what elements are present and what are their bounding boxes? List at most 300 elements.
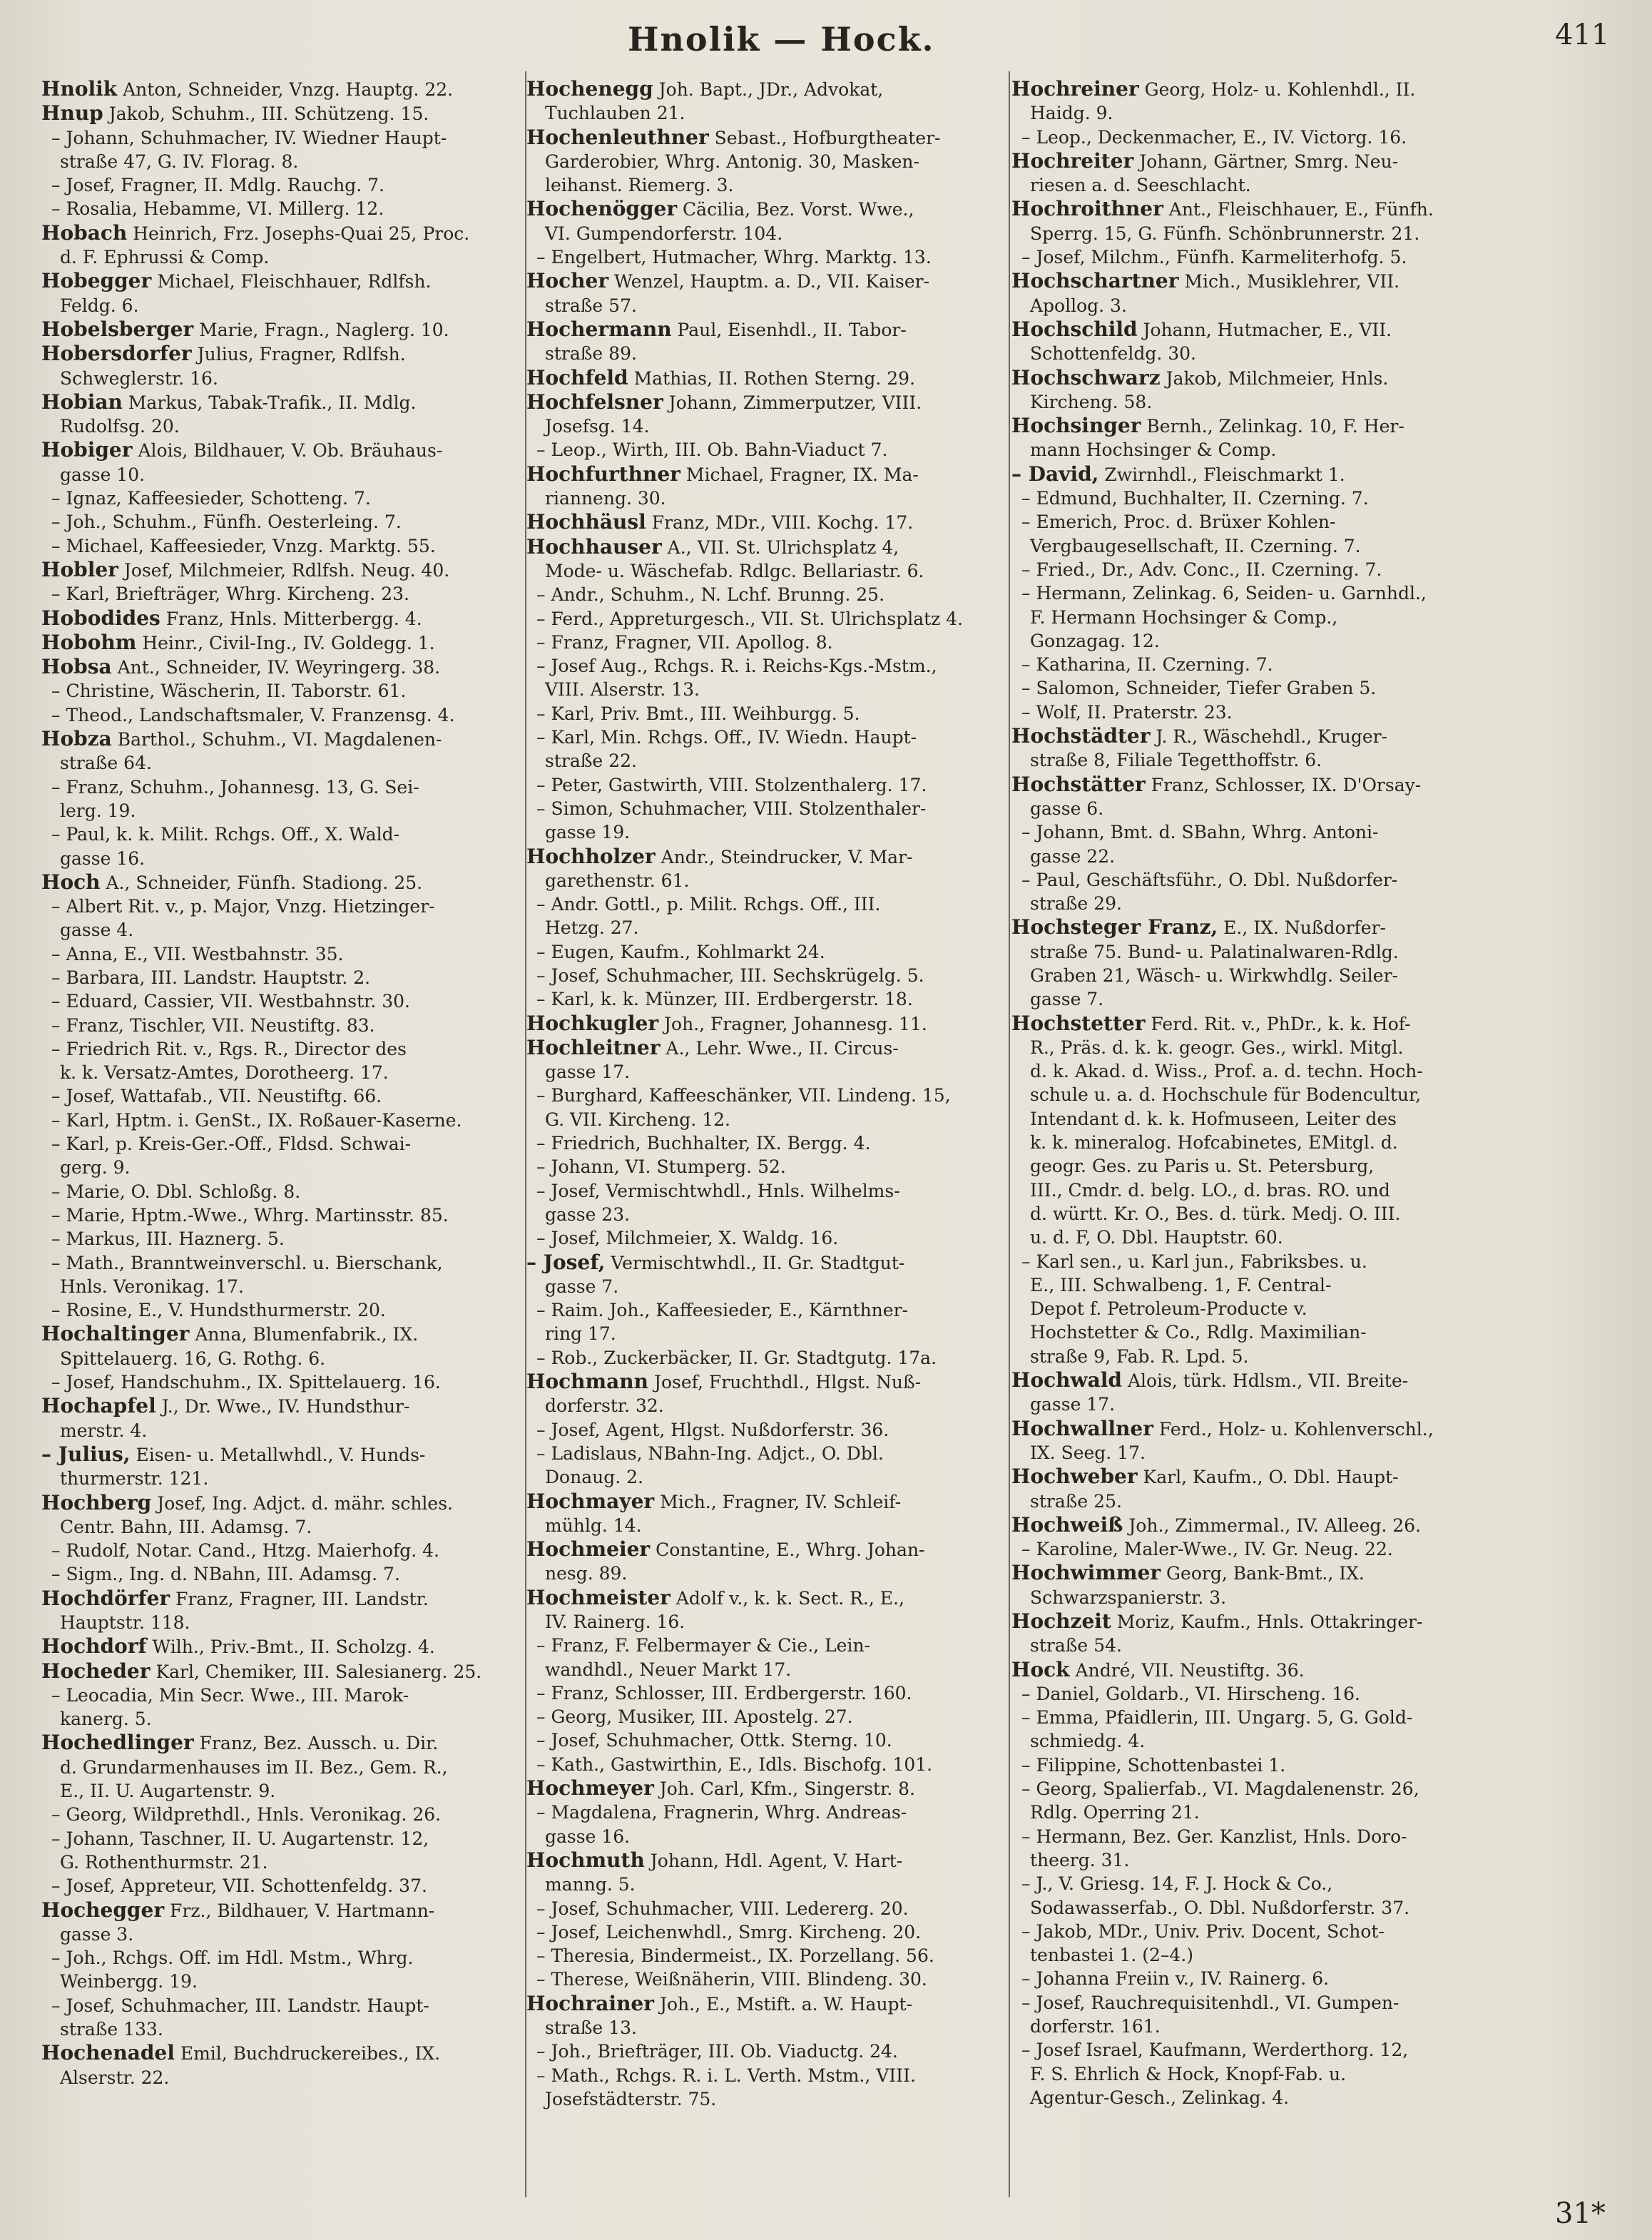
surname-heading: Hobersdorfer [41, 342, 192, 366]
entry-line [1011, 1561, 1497, 1585]
entry-text: tenbastei 1. (2–4.) [1030, 1945, 1194, 1966]
entry-text: A., Lehr. Wwe., II. Circus- [660, 1037, 899, 1059]
entry-text: Frz., Bildhauer, V. Hartmann- [164, 1900, 435, 1921]
entry-text: straße 25. [1030, 1490, 1122, 1512]
entry-text: – Jakob, MDr., Univ. Priv. Docent, Schot- [1021, 1920, 1385, 1942]
entry-line [41, 101, 526, 126]
entry-text: Schwarzspanierstr. 3. [1030, 1587, 1227, 1608]
entry-continuation [526, 222, 1011, 245]
entry-continuation [526, 150, 1011, 173]
entry-continuation [526, 101, 1011, 125]
entry-text: – Theresia, Bindermeist., IX. Porzellang. 56. [536, 1945, 934, 1967]
entry-continuation [41, 942, 526, 966]
entry-continuation [526, 2087, 1011, 2111]
entry-text: Alois, türk. Hdlsm., VII. Breite- [1122, 1370, 1409, 1392]
entry-continuation [1011, 1801, 1497, 1824]
column-1 [41, 77, 526, 2196]
entry-text: gasse 4. [60, 920, 134, 941]
entry-text: Zwirnhdl., Fleischmarkt 1. [1098, 464, 1345, 485]
entry-continuation [526, 987, 1011, 1011]
entry-line [1011, 197, 1497, 221]
entry-continuation [1011, 1634, 1497, 1657]
entry-text: Josefstädterstr. 75. [545, 2088, 717, 2109]
surname-heading: Hochenögger [526, 197, 678, 221]
entry-text: gasse 23. [545, 1203, 631, 1225]
entry-continuation [41, 2017, 526, 2041]
entry-continuation [41, 1707, 526, 1731]
surname-heading: Hochstetter [1011, 1011, 1146, 1035]
entry-continuation [526, 1825, 1011, 1848]
entry-text: – Burghard, Kaffeeschänker, VII. Lindeng. 15, [536, 1085, 951, 1106]
entry-text: – Paul, k. k. Milit. Rchgs. Off., X. Wald- [51, 824, 400, 845]
entry-line [526, 77, 1011, 101]
entry-text: Hauptstr. 118. [60, 1612, 190, 1633]
entry-continuation [41, 1132, 526, 1156]
entry-continuation [1011, 342, 1497, 365]
entry-continuation [1011, 2062, 1497, 2086]
entry-text: Mich., Fragner, IV. Schleif- [654, 1491, 902, 1512]
entry-continuation [41, 1827, 526, 1850]
entry-continuation [526, 1131, 1011, 1155]
entry-text: G. VII. Kircheng. 12. [545, 1109, 730, 1130]
signature-mark: 31* [1555, 2197, 1606, 2230]
entry-text: dorferstr. 32. [545, 1395, 664, 1417]
entry-text: Joh., Fragner, Johannesg. 11. [658, 1013, 927, 1034]
entry-text: – Friedrich, Buchhalter, IX. Bergg. 4. [536, 1133, 871, 1154]
entry-text: Joh. Bapt., JDr., Advokat, [653, 79, 884, 100]
entry-line [526, 390, 1011, 414]
entry-continuation [41, 510, 526, 534]
entry-continuation [526, 1203, 1011, 1226]
entry-text: – Marie, Hptm.-Wwe., Whrg. Martinsstr. 85. [51, 1204, 449, 1226]
entry-continuation [1011, 1537, 1497, 1561]
surname-heading: Hobsa [41, 655, 112, 679]
entry-continuation [41, 2066, 526, 2089]
entry-text: – Josef, Leichenwhdl., Smrg. Kircheng. 20. [536, 1921, 922, 1943]
entry-continuation [1011, 2086, 1497, 2109]
entry-text: manng. 5. [545, 1874, 636, 1895]
entry-continuation [41, 1109, 526, 1132]
entry-line [526, 1537, 1011, 1562]
entry-text: Josef, Ing. Adjct. d. mähr. schles. [151, 1492, 453, 1514]
entry-text: – Michael, Kaffeesieder, Vnzg. Marktg. 55. [51, 535, 436, 556]
entry-text: Johann, Hdl. Agent, V. Hart- [644, 1850, 903, 1871]
entry-line [526, 1251, 1011, 1275]
entry-continuation [1011, 1083, 1497, 1106]
entry-text: Schweglerstr. 16. [60, 367, 218, 389]
entry-text: Michael, Fragner, IX. Ma- [680, 464, 919, 485]
entry-continuation [41, 1156, 526, 1179]
entry-continuation [1011, 1250, 1497, 1273]
entry-text: – Filippine, Schottenbastei 1. [1021, 1754, 1286, 1776]
entry-text: Sperrg. 15, G. Fünfh. Schönbrunnerstr. 21. [1030, 223, 1420, 244]
surname-heading: Hochfelsner [526, 390, 663, 414]
entry-text: – Theod., Landschaftsmaler, V. Franzensg. 4. [51, 704, 455, 726]
entry-continuation [1011, 1825, 1497, 1848]
entry-line [41, 870, 526, 895]
surname-heading: Hobiger [41, 438, 133, 462]
entry-continuation [526, 438, 1011, 462]
entry-text: E., IX. Nußdorfer- [1218, 917, 1386, 939]
entry-text: k. k. Versatz-Amtes, Dorotheerg. 17. [60, 1062, 389, 1084]
entry-line [1011, 1417, 1497, 1441]
entry-text: Apollog. 3. [1030, 295, 1127, 316]
entry-continuation [1011, 1729, 1497, 1753]
entry-text: Johann, Gärtner, Smrg. Neu- [1133, 151, 1399, 172]
entry-line [1011, 77, 1497, 101]
surname-heading: Hochwimmer [1011, 1561, 1161, 1585]
entry-text: Johann, Zimmerputzer, VIII. [663, 392, 922, 413]
entry-text: – Johann, VI. Stumperg. 52. [536, 1156, 786, 1178]
entry-text: Heinrich, Frz. Josephs-Quai 25, Proc. [127, 223, 470, 244]
entry-text: k. k. mineralog. Hofcabinetes, EMitgl. d. [1030, 1132, 1398, 1154]
entry-text: riesen a. d. Seeschlacht. [1030, 175, 1251, 196]
entry-text: mann Hochsinger & Comp. [1030, 439, 1277, 461]
entry-continuation [526, 1418, 1011, 1442]
entry-text: – Josef Aug., Rchgs. R. i. Reichs-Kgs.-Mstm., [536, 656, 937, 677]
entry-text: – Katharina, II. Czerning. 7. [1021, 654, 1273, 676]
entry-text: Donaug. 2. [545, 1467, 643, 1488]
entry-text: Alois, Bildhauer, V. Ob. Bräuhaus- [132, 440, 443, 462]
entry-text: gasse 17. [1030, 1394, 1116, 1415]
entry-text: Franz, Schlosser, IX. D'Orsay- [1145, 774, 1422, 795]
entry-text: Jakob, Schuhm., III. Schützeng. 15. [103, 103, 429, 125]
entry-text: straße 22. [545, 750, 637, 772]
entry-continuation [526, 702, 1011, 726]
entry-line [41, 1587, 526, 1611]
entry-continuation [41, 487, 526, 510]
entry-text: – Josef, Vermischtwhdl., Hnls. Wilhelms- [536, 1180, 900, 1201]
entry-text: – Josef, Wattafab., VII. Neustiftg. 66. [51, 1086, 382, 1107]
entry-continuation [1011, 1586, 1497, 1609]
entry-continuation [1011, 222, 1497, 245]
surname-heading: Hochzeit [1011, 1609, 1111, 1633]
entry-continuation [526, 1634, 1011, 1657]
entry-continuation [526, 940, 1011, 964]
entry-continuation [526, 726, 1011, 749]
entry-continuation [41, 847, 526, 870]
entry-continuation [1011, 1345, 1497, 1368]
entry-text: Weinbergg. 19. [60, 1971, 198, 1992]
entry-continuation [41, 1923, 526, 1946]
surname-heading: Hochmayer [526, 1489, 655, 1513]
entry-text: Joh., E., Mstift. a. W. Haupt- [654, 1993, 913, 2015]
entry-text: Wenzel, Hauptm. a. D., VII. Kaiser- [608, 271, 930, 292]
entry-line [1011, 1012, 1497, 1036]
entry-text: Franz, MDr., VIII. Kochg. 17. [646, 512, 914, 534]
entry-text: – Edmund, Buchhalter, II. Czerning. 7. [1021, 488, 1369, 509]
entry-continuation [41, 1347, 526, 1370]
entry-line [526, 845, 1011, 869]
entry-text: Karl, Kaufm., O. Dbl. Haupt- [1137, 1467, 1399, 1488]
entry-line [41, 1659, 526, 1684]
entry-line [41, 606, 526, 631]
surname-heading: Hobza [41, 727, 112, 751]
entry-text: – Josef, Schuhmacher, III. Sechskrügelg. 5. [536, 964, 924, 986]
entry-continuation [41, 823, 526, 846]
surname-heading: Hochberg [41, 1490, 152, 1514]
entry-text: – Markus, III. Haznerg. 5. [51, 1228, 285, 1250]
entry-text: Rdlg. Operring 21. [1030, 1802, 1200, 1823]
entry-continuation [1011, 845, 1497, 868]
entry-line [1011, 915, 1497, 940]
entry-line [41, 1634, 526, 1659]
entry-text: Ferd. Rit. v., PhDr., k. k. Hof- [1145, 1013, 1411, 1034]
entry-continuation [526, 1610, 1011, 1634]
surname-heading: Hochsinger [1011, 414, 1141, 438]
entry-continuation [1011, 1490, 1497, 1513]
entry-text: Johann, Hutmacher, E., VII. [1137, 319, 1392, 340]
entry-line [1011, 462, 1497, 487]
entry-continuation [526, 487, 1011, 510]
entry-continuation [1011, 892, 1497, 915]
entry-text: – Peter, Gastwirth, VIII. Stolzenthalerg. 17. [536, 774, 927, 795]
entry-text: – Joh., Briefträger, III. Ob. Viaductg. 24. [536, 2041, 898, 2062]
surname-heading: Hochhauser [526, 534, 662, 559]
entry-line [526, 1490, 1011, 1514]
entry-continuation [1011, 1753, 1497, 1777]
entry-text: straße 54. [1030, 1635, 1122, 1656]
entry-text: – Engelbert, Hutmacher, Whrg. Marktg. 13. [536, 247, 932, 268]
entry-text: – Georg, Spalierfab., VI. Magdalenenstr. 26, [1021, 1778, 1419, 1800]
entry-text: E., III. Schwalbeng. 1, F. Central- [1030, 1274, 1332, 1295]
entry-text: schule u. a. d. Hochschule für Bodencultur, [1030, 1084, 1422, 1106]
entry-text: F. S. Ehrlich & Hock, Knopf-Fab. u. [1030, 2063, 1347, 2084]
entry-text: Karl, Chemiker, III. Salesianerg. 25. [150, 1661, 482, 1682]
entry-continuation [526, 245, 1011, 269]
entry-text: Ant., Schneider, IV. Weyringerg. 38. [111, 657, 441, 678]
entry-text: straße 8, Filiale Tegetthoffstr. 6. [1030, 750, 1322, 771]
entry-text: – Franz, F. Felbermayer & Cie., Lein- [536, 1635, 871, 1656]
entry-line [41, 631, 526, 655]
entry-line [41, 1491, 526, 1515]
entry-continuation [1011, 940, 1497, 964]
entry-continuation [526, 1226, 1011, 1250]
entry-text: – Georg, Musiker, III. Apostelg. 27. [536, 1706, 853, 1728]
entry-text: Hnls. Veronikag. 17. [60, 1276, 244, 1297]
entry-text: – Karl, Priv. Bmt., III. Weihburgg. 5. [536, 703, 860, 724]
entry-continuation [1011, 701, 1497, 724]
entry-text: – Josef, Rauchrequisitenhdl., VI. Gumpen- [1021, 1992, 1399, 2013]
entry-text: nesg. 89. [545, 1563, 628, 1584]
entry-text: VIII. Alserstr. 13. [545, 679, 700, 701]
entry-line [526, 366, 1011, 390]
surname-heading: Hobodides [41, 606, 160, 630]
entry-line [1011, 1465, 1497, 1489]
entry-text: Moriz, Kaufm., Hnls. Ottakringer- [1111, 1612, 1423, 1632]
entry-continuation [526, 1322, 1011, 1345]
entry-continuation [1011, 390, 1497, 414]
entry-text: Kircheng. 58. [1030, 391, 1153, 412]
entry-continuation [526, 1465, 1011, 1489]
entry-text: – Josef, Milchmeier, X. Waldg. 16. [536, 1228, 839, 1249]
surname-heading: Hnup [41, 101, 103, 126]
entry-text: straße 57. [545, 295, 637, 316]
entry-text: Alserstr. 22. [60, 2067, 170, 2088]
entry-text: – Christine, Wäscherin, II. Taborstr. 61. [51, 681, 407, 702]
entry-line [41, 390, 526, 414]
entry-text: gasse 3. [60, 1923, 134, 1945]
entry-continuation [1011, 2038, 1497, 2062]
surname-heading: Hock [1011, 1657, 1070, 1681]
entry-text: – Josef, Schuhmacher, VIII. Ledererg. 20. [536, 1898, 909, 1919]
entry-text: Mode- u. Wäschefab. Rdlgc. Bellariastr. 6. [545, 560, 924, 581]
entry-text: straße 47, G. IV. Florag. 8. [60, 151, 299, 172]
entry-continuation [526, 820, 1011, 844]
entry-line [41, 221, 526, 245]
surname-heading: Hochschartner [1011, 269, 1179, 293]
surname-heading: Hobler [41, 557, 118, 581]
entry-continuation [526, 583, 1011, 606]
entry-continuation [41, 197, 526, 220]
entry-continuation [1011, 487, 1497, 510]
entry-continuation [41, 463, 526, 487]
surname-heading: Hochdorf [41, 1634, 147, 1659]
entry-continuation [1011, 676, 1497, 700]
entry-continuation [1011, 1036, 1497, 1059]
entry-text: theerg. 31. [1030, 1849, 1130, 1870]
entry-continuation [41, 1037, 526, 1061]
entry-continuation [526, 1873, 1011, 1896]
surname-heading: Hoch [41, 870, 101, 894]
entry-text: geogr. Ges. zu Paris u. St. Petersburg, [1030, 1156, 1375, 1177]
entry-text: Feldg. 6. [60, 295, 139, 316]
entry-text: Adolf v., k. k. Sect. R., E., [670, 1587, 904, 1609]
surname-heading: Hochkugler [526, 1011, 659, 1035]
entry-text: lerg. 19. [60, 800, 136, 821]
entry-text: – Eugen, Kaufm., Kohlmarkt 24. [536, 941, 825, 962]
entry-continuation [41, 989, 526, 1013]
entry-continuation [1011, 245, 1497, 269]
entry-line [526, 126, 1011, 150]
entry-line [526, 269, 1011, 293]
entry-text: – Leocadia, Min Secr. Wwe., III. Marok- [51, 1684, 409, 1706]
entry-text: Tuchlauben 21. [545, 103, 685, 124]
entry-line [526, 317, 1011, 342]
entry-text: ring 17. [545, 1323, 616, 1345]
entry-continuation [41, 1515, 526, 1539]
surname-heading: Hochstädter [1011, 724, 1151, 748]
entry-text: – Karl sen., u. Karl jun., Fabriksbes. u. [1021, 1251, 1367, 1272]
entry-text: – Anna, E., VII. Westbahnstr. 35. [51, 943, 344, 964]
entry-text: gerg. 9. [60, 1157, 131, 1178]
entry-continuation [41, 1370, 526, 1394]
entry-continuation [1011, 797, 1497, 820]
entry-text: – Leop., Deckenmacher, E., IV. Victorg. 16. [1021, 126, 1407, 148]
entry-text: straße 9, Fab. R. Lpd. 5. [1030, 1345, 1249, 1367]
surname-heading: Hocheder [41, 1659, 151, 1683]
surname-heading: Hochmeyer [526, 1776, 654, 1801]
entry-text: Graben 21, Wäsch- u. Wirkwhdlg. Seiler- [1030, 964, 1398, 986]
entry-continuation [1011, 1967, 1497, 1990]
entry-text: Schottenfeldg. 30. [1030, 343, 1196, 365]
entry-continuation [41, 1419, 526, 1442]
surname-heading: Hobohm [41, 630, 137, 654]
entry-continuation [526, 1967, 1011, 1991]
surname-heading: Hobian [41, 390, 123, 414]
entry-text: – Simon, Schuhmacher, VIII. Stolzenthaler- [536, 798, 927, 819]
entry-line [1011, 317, 1497, 342]
entry-text: Sebast., Hofburgtheater- [708, 127, 941, 148]
entry-text: gasse 10. [60, 464, 146, 485]
entry-text: – Josef, Fragner, II. Mdlg. Rauchg. 7. [51, 175, 384, 196]
entry-text: E., II. U. Augartenstr. 9. [60, 1781, 276, 1802]
entry-line [1011, 1368, 1497, 1393]
entry-text: Julius, Fragner, Rdlfsh. [191, 344, 406, 365]
surname-heading: Hochroithner [1011, 197, 1163, 221]
column-3 [1011, 77, 1497, 2196]
entry-text: straße 13. [545, 2017, 637, 2039]
entry-text: Constantine, E., Whrg. Johan- [650, 1539, 925, 1561]
surname-heading: Hochweber [1011, 1465, 1138, 1489]
column-2 [526, 77, 1011, 2196]
entry-continuation [41, 966, 526, 989]
surname-heading: Hochfurthner [526, 462, 680, 486]
entry-continuation [41, 1298, 526, 1322]
entry-continuation [41, 1684, 526, 1707]
entry-continuation [526, 1705, 1011, 1729]
entry-text: F. Hermann Hochsinger & Comp., [1030, 606, 1338, 628]
entry-text: straße 89. [545, 343, 637, 365]
entry-continuation [41, 1014, 526, 1037]
surname-heading: Hochholzer [526, 844, 656, 868]
entry-text: – J., V. Griesg. 14, F. J. Hock & Co., [1021, 1873, 1333, 1895]
entry-line [1011, 1609, 1497, 1634]
entry-text: thurmerstr. 121. [60, 1468, 209, 1490]
entry-continuation [41, 679, 526, 703]
entry-continuation [1011, 1320, 1497, 1344]
entry-text: – Daniel, Goldarb., VI. Hirscheng. 16. [1021, 1683, 1360, 1704]
entry-continuation [526, 1060, 1011, 1084]
entry-continuation [41, 582, 526, 606]
entry-text: – Josef, Agent, Hlgst. Nußdorferstr. 36. [536, 1419, 889, 1440]
entry-continuation [526, 1897, 1011, 1920]
entry-continuation [1011, 1943, 1497, 1967]
entry-continuation [1011, 2015, 1497, 2038]
entry-text: straße 75. Bund- u. Palatinalwaren-Rdlg. [1030, 941, 1399, 962]
entry-text: Wilh., Priv.-Bmt., II. Scholzg. 4. [146, 1636, 435, 1658]
surname-heading: Hochweiß [1011, 1512, 1123, 1537]
entry-text: Hochstetter & Co., Rdlg. Maximilian- [1030, 1322, 1367, 1343]
entry-line [526, 535, 1011, 559]
entry-continuation [41, 1994, 526, 2017]
surname-heading: Hochreiter [1011, 148, 1134, 173]
entry-line [41, 558, 526, 582]
entry-continuation [1011, 629, 1497, 653]
entry-text: – Josef, Milchm., Fünfh. Karmeliterhofg. 5. [1021, 247, 1407, 268]
entry-text: – Therese, Weißnäherin, VIII. Blindeng. 30. [536, 1969, 927, 1990]
entry-text: schmiedg. 4. [1030, 1731, 1146, 1752]
entry-continuation [526, 1801, 1011, 1824]
surname-heading: Hochmuth [526, 1848, 645, 1872]
entry-continuation [1011, 1297, 1497, 1320]
entry-text: Emil, Buchdruckereibes., IX. [174, 2043, 441, 2065]
entry-text: – Eduard, Cassier, VII. Westbahnstr. 30. [51, 991, 411, 1012]
entry-text: J., Dr. Wwe., IV. Hundsthur- [155, 1396, 410, 1417]
entry-continuation [41, 1180, 526, 1203]
surname-heading: Hochmann [526, 1370, 649, 1394]
surname-heading: – Josef, [526, 1250, 606, 1274]
entry-continuation [41, 1203, 526, 1227]
entry-continuation [41, 1779, 526, 1803]
surname-heading: Hochsteger Franz, [1011, 915, 1218, 940]
entry-text: u. d. F, O. Dbl. Hauptstr. 60. [1030, 1227, 1283, 1248]
entry-continuation [41, 534, 526, 558]
entry-continuation [526, 1920, 1011, 1944]
entry-continuation [41, 1874, 526, 1898]
surname-heading: Hochedlinger [41, 1731, 194, 1755]
entry-text: IX. Seeg. 17. [1030, 1442, 1146, 1463]
